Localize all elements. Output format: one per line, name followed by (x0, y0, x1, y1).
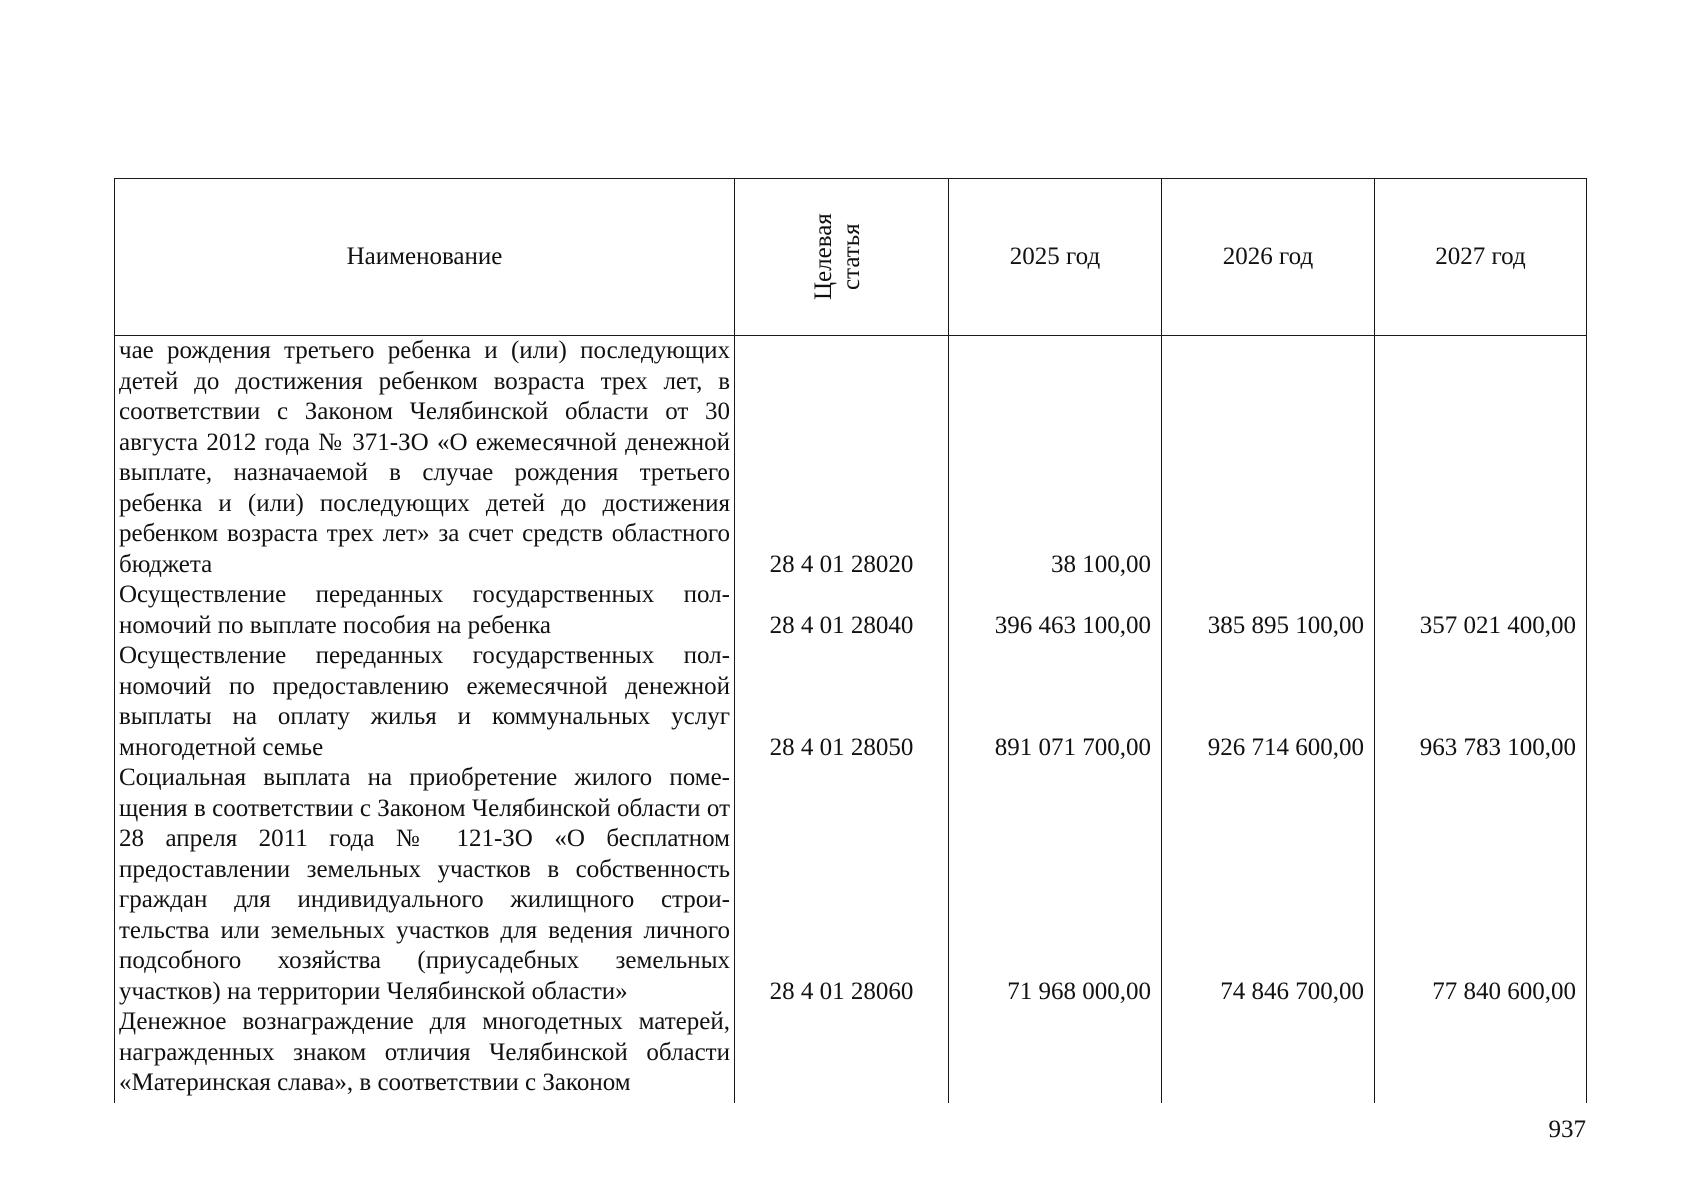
row-amount-2027: 963 783 100,00 (1375, 641, 1587, 763)
table-header-row (115, 179, 1587, 336)
header-name: Наименование (115, 179, 735, 336)
table-row (115, 336, 1587, 581)
row-amount-2027 (1375, 336, 1587, 581)
row-amount-2025: 396 463 100,00 (949, 580, 1162, 641)
row-code (735, 1007, 949, 1103)
table-row (115, 641, 1587, 763)
row-amount-2025: 38 100,00 (949, 336, 1162, 581)
row-amount-2026: 926 714 600,00 (1162, 641, 1375, 763)
header-2027: 2027 год (1375, 179, 1587, 336)
row-name: чае рождения третьего ребенка и (или) последующих детей до достижения ребенком возраста трех лет, в соответствии с Законом Челябинской области от 30 августа 2012 года № 371-ЗО «О ежемесячной денежной выплате, назначаемой в случае рождения третьего ребенка и (или) последующих детей до достижения ребенком возраста трех лет» за счет средств областного бюджета (115, 336, 735, 581)
header-2025: 2025 год (949, 179, 1162, 336)
row-name: Денежное вознаграждение для многодетных матерей, награжденных знаком отличия Челябинской области «Материнская слава», в соответствии с Законом (115, 1007, 735, 1103)
row-amount-2027: 357 021 400,00 (1375, 580, 1587, 641)
row-amount-2025 (949, 1007, 1162, 1103)
row-amount-2027 (1375, 1007, 1587, 1103)
row-amount-2026 (1162, 1007, 1375, 1103)
header-2026: 2026 год (1162, 179, 1375, 336)
row-name: Осуществление переданных государственных полномочий по предоставлению ежемесячной денежной выплаты на оплату жилья и коммунальных услуг многодетной семье (115, 641, 735, 763)
row-code: 28 4 01 28050 (735, 641, 949, 763)
row-code: 28 4 01 28020 (735, 336, 949, 581)
row-amount-2025: 71 968 000,00 (949, 763, 1162, 1007)
row-code: 28 4 01 28040 (735, 580, 949, 641)
row-amount-2026: 74 846 700,00 (1162, 763, 1375, 1007)
row-amount-2027: 77 840 600,00 (1375, 763, 1587, 1007)
header-target-article (735, 179, 949, 336)
row-amount-2026: 385 895 100,00 (1162, 580, 1375, 641)
row-code: 28 4 01 28060 (735, 763, 949, 1007)
header-target-article-label: Целевая статья (809, 213, 865, 301)
table-row (115, 763, 1587, 1007)
row-name: Осуществление переданных государственных полномочий по выплате пособия на ребенка (115, 580, 735, 641)
budget-table (114, 178, 1587, 1103)
table-row (115, 580, 1587, 641)
row-amount-2026 (1162, 336, 1375, 581)
row-amount-2025: 891 071 700,00 (949, 641, 1162, 763)
table-row (115, 1007, 1587, 1103)
page-number: 937 (1548, 1116, 1586, 1143)
row-name: Социальная выплата на приобретение жилого помещения в соответствии с Законом Челябинской области от 28 апреля 2011 года № 121-ЗО «О бесплатном предоставлении земельных участков в собственность граждан для индивидуального жилищного строительства или земельных участков для ведения личного подсобного хозяйства (приусадебных земельных участков) на территории Челябинской области» (115, 763, 735, 1007)
budget-table-sheet (114, 178, 1586, 1096)
